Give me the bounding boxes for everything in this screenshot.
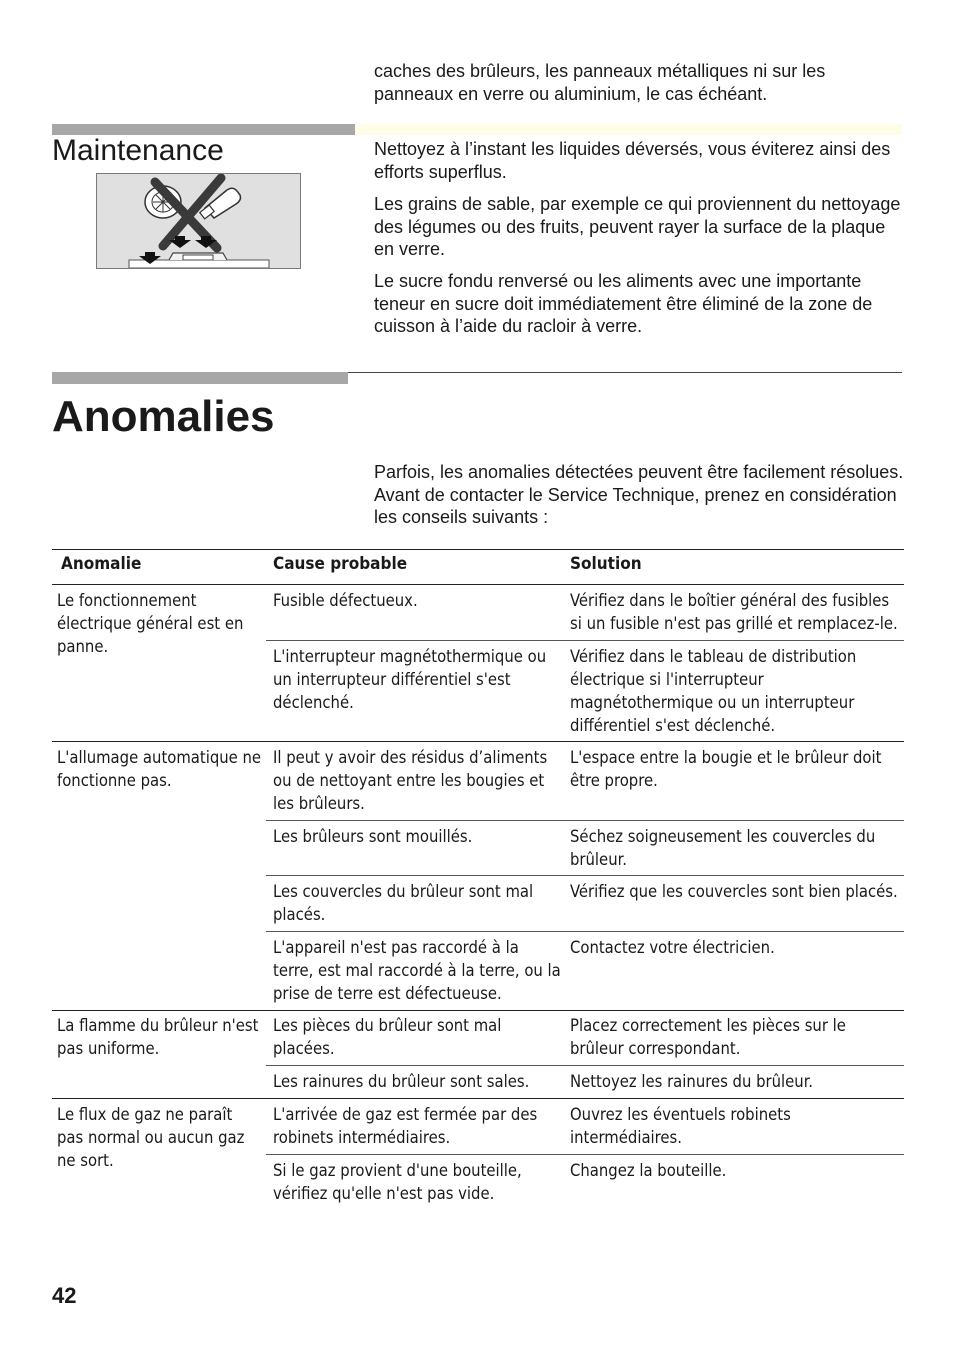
cause-cell: Les couvercles du brûleur sont mal placés. [273, 882, 534, 924]
group-rule [52, 1098, 904, 1099]
row-rule [266, 820, 904, 821]
anomaly-cell: Le fonctionnement électrique général est en panne. [57, 591, 244, 656]
table-rule [52, 549, 904, 550]
maintenance-paragraph: Le sucre fondu renversé ou les aliments avec une importante teneur en sucre doit immédiatement être éliminé de la zone de cuisson à l’aide du racloir à verre. [374, 271, 873, 336]
anomaly-cell: La flamme du brûleur n'est pas uniforme. [57, 1016, 259, 1058]
anomaly-cell: Le flux de gaz ne paraît pas normal ou aucun gaz ne sort. [57, 1105, 245, 1170]
section-bar [52, 372, 348, 384]
group-rule [52, 741, 904, 742]
table-rule [52, 584, 904, 585]
maintenance-paragraph: Nettoyez à l’instant les liquides déversés, vous éviterez ainsi des efforts superflus. [374, 139, 891, 182]
solution-cell: L'espace entre la bougie et le brûleur doit être propre. [570, 748, 882, 790]
cause-cell: L'appareil n'est pas raccordé à la terre, est mal raccordé à la terre, ou la prise de terre est défectueuse. [273, 938, 561, 1003]
solution-cell: Vérifiez dans le boîtier général des fusibles si un fusible n'est pas grillé et remplacez-le. [570, 591, 898, 633]
row-rule [266, 1154, 904, 1155]
intro-continuation: caches des brûleurs, les panneaux métalliques ni sur les panneaux en verre ou aluminium, le cas échéant. [374, 61, 826, 104]
page-number: 42 [52, 1283, 77, 1308]
cause-cell: Fusible défectueux. [273, 591, 418, 610]
solution-cell: Changez la bouteille. [570, 1161, 727, 1180]
cause-cell: Les brûleurs sont mouillés. [273, 827, 473, 846]
solution-cell: Placez correctement les pièces sur le brûleur correspondant. [570, 1016, 846, 1058]
cause-cell: Si le gaz provient d'une bouteille, vérifiez qu'elle n'est pas vide. [273, 1161, 522, 1203]
group-rule [52, 1010, 904, 1011]
solution-cell: Vérifiez que les couvercles sont bien placés. [570, 882, 898, 901]
solution-cell: Contactez votre électricien. [570, 938, 775, 957]
header-anomaly: Anomalie [61, 554, 142, 574]
cause-cell: Les rainures du brûleur sont sales. [273, 1072, 530, 1091]
row-rule [266, 640, 904, 641]
solution-cell: Ouvrez les éventuels robinets intermédiaires. [570, 1105, 791, 1147]
maintenance-title: Maintenance [52, 134, 224, 167]
solution-cell: Séchez soigneusement les couvercles du brûleur. [570, 827, 876, 869]
section-rule [348, 372, 902, 373]
cause-cell: Il peut y avoir des résidus d’aliments ou de nettoyant entre les bougies et les brûleurs. [273, 748, 548, 813]
anomalies-title: Anomalies [52, 392, 275, 441]
header-solution: Solution [570, 554, 642, 574]
row-rule [266, 1065, 904, 1066]
anomaly-cell: L'allumage automatique ne fonctionne pas. [57, 748, 262, 790]
cause-cell: L'arrivée de gaz est fermée par des robinets intermédiaires. [273, 1105, 538, 1147]
no-spray-cleaner-icon [96, 173, 301, 269]
header-cause: Cause probable [273, 554, 408, 574]
row-rule [266, 875, 904, 876]
cause-cell: Les pièces du brûleur sont mal placées. [273, 1016, 502, 1058]
solution-cell: Nettoyez les rainures du brûleur. [570, 1072, 813, 1091]
cause-cell: L'interrupteur magnétothermique ou un interrupteur différentiel s'est déclenché. [273, 647, 547, 712]
anomalies-intro: Parfois, les anomalies détectées peuvent être facilement résolues. Avant de contacter le Service Technique, prenez en considération les conseils suivants : [374, 462, 904, 527]
solution-cell: Vérifiez dans le tableau de distribution électrique si l'interrupteur magnétothermique ou un interrupteur différentiel s'est déclenché. [570, 647, 857, 735]
section-tint [355, 124, 902, 135]
row-rule [266, 931, 904, 932]
maintenance-paragraph: Les grains de sable, par exemple ce qui proviennent du nettoyage des légumes ou des fruits, peuvent rayer la surface de la plaque en verre. [374, 194, 901, 259]
